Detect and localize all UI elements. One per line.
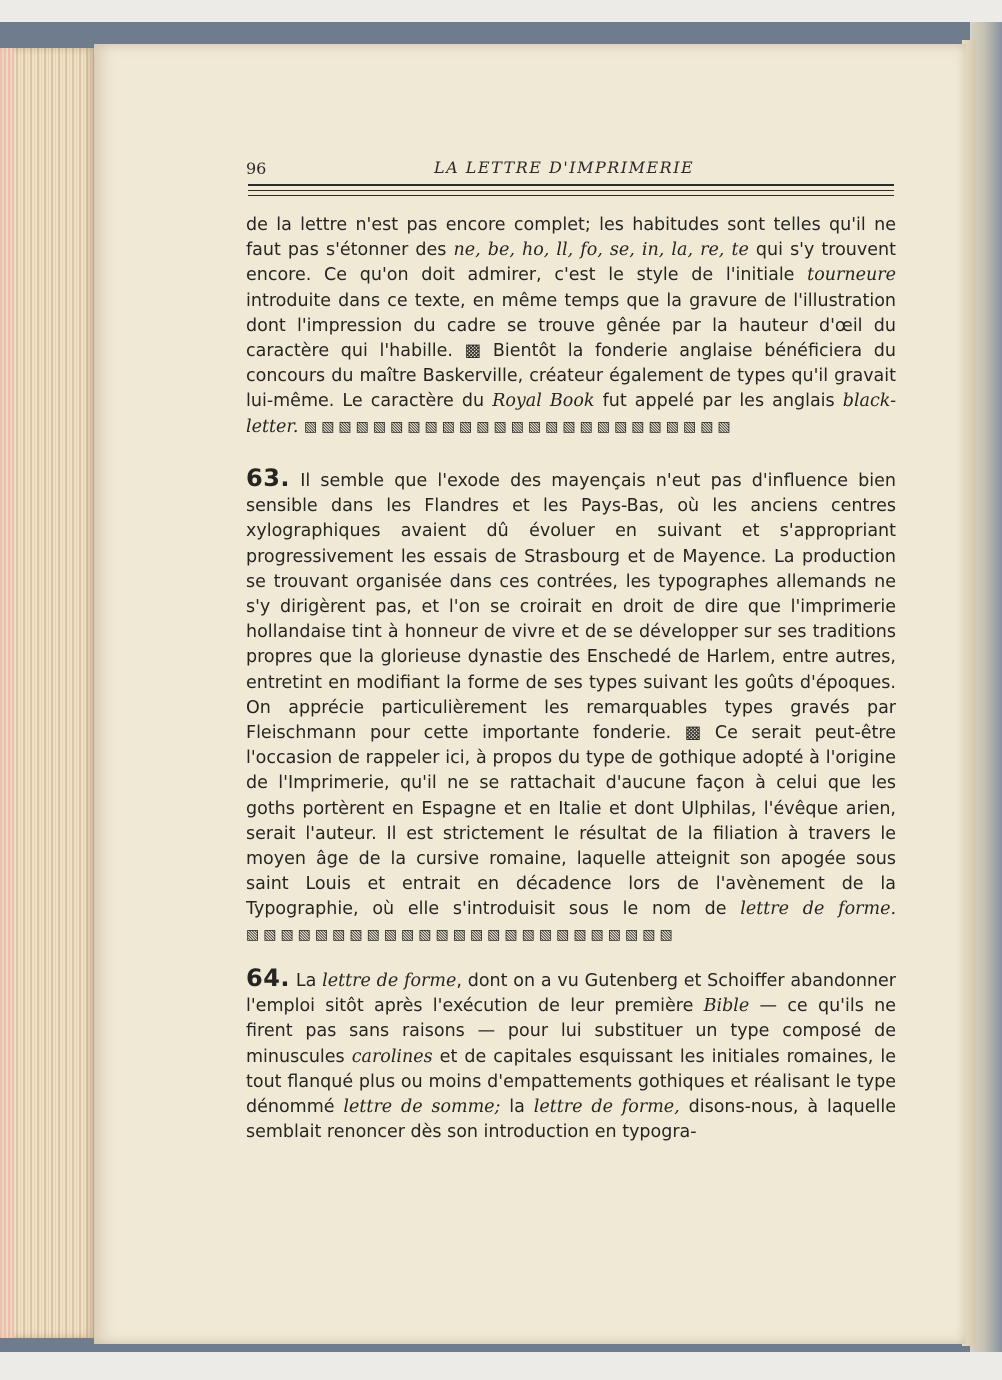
ornament-line: ▧▧▧▧▧▧▧▧▧▧▧▧▧▧▧▧▧▧▧▧▧▧▧▧▧ bbox=[246, 926, 677, 943]
running-title: LA LETTRE D'IMPRIMERIE bbox=[434, 158, 695, 177]
italic-run: carolines bbox=[351, 1046, 433, 1067]
text-run: et de capitales esquissant les initiales romaines, le tout flanqué plus ou moins d'empattements gothiques et réalisant le type dénommé bbox=[246, 1046, 896, 1118]
section-mark-icon: ▩ bbox=[464, 341, 482, 362]
text-run: Ce serait peut-être l'occasion de rappeler ici, à propos du type de gothique adopté à l'origine de l'Imprimerie, qu'il ne se rattachait d'aucune façon à celui que les goths portèrent en Espagne et en Italie et dont Ulphilas, l'évêque arien, serait l'auteur. Il est strictement le résultat de la filiation à travers le moyen âge de la cursive romaine, laquelle atteignit son apogée sous saint Louis et entrait en décadence lors de l'avènement de la Typographie, où elle s'introduisit sous le nom de bbox=[246, 723, 896, 920]
header-rule bbox=[248, 190, 894, 191]
text-run: fut appelé par les anglais bbox=[594, 391, 843, 412]
paragraph-number: 63. bbox=[246, 464, 291, 492]
text-run: — ce qu'ils ne firent pas sans raisons — pour lui substituer un type composé de minuscules bbox=[246, 996, 896, 1067]
paragraph-continuation bbox=[246, 213, 896, 440]
italic-run: lettre de forme, bbox=[533, 1097, 680, 1118]
section-mark-icon: ▩ bbox=[684, 723, 702, 744]
italic-run: lettre de somme; bbox=[343, 1097, 501, 1118]
paragraph-63 bbox=[246, 466, 896, 948]
italic-run: lettre de forme bbox=[322, 971, 457, 991]
page-stack-edge bbox=[0, 48, 96, 1338]
italic-run: Bible bbox=[703, 996, 750, 1017]
text-run: la bbox=[500, 1097, 534, 1118]
italic-run: tourneure bbox=[807, 265, 896, 286]
italic-run: black-letter. bbox=[246, 391, 896, 437]
paragraph-64 bbox=[246, 966, 896, 1145]
text-run: disons-nous, à laquelle semblait renoncer dès son introduction en typogra- bbox=[246, 1097, 897, 1143]
page-header bbox=[246, 156, 896, 180]
text-run: introduite dans ce texte, en même temps que la gravure de l'illustration dont l'impression du cadre se trouve gênée par la hauteur d'œil du caractère qui l'habille. bbox=[246, 290, 896, 362]
paragraph-number: 64. bbox=[246, 964, 291, 992]
header-rule bbox=[248, 184, 894, 186]
text-run: , dont on a vu Gutenberg et Schoiffer abandonner l'emploi sitôt après l'exécution de leur première bbox=[246, 971, 896, 1017]
text-run: qui s'y trouvent encore. Ce qu'on doit admirer, c'est le style de l'initiale bbox=[246, 240, 896, 286]
text-run: Il semble que l'exode des mayençais n'eut pas d'influence bien sensible dans les Flandres et les Pays-Bas, où les anciens centres xylographiques avaient dû évoluer en suivant et s'appropriant progressivement les essais de Strasbourg et de Mayence. La production se trouvant organisée dans ces contrées, les typographes allemands ne s'y dirigèrent pas, et l'on se croirait en droit de dire que l'imprimerie hollandaise tint à honneur de vivre et de se développer sur ses traditions propres que la glorieuse dynastie des Enschedé de Harlem, entre autres, entretint en modifiant la forme de ses types suivant les goûts d'époques. On apprécie particulièrement les remarquables types gravés par Fleischmann pour cette importante fonderie. bbox=[246, 471, 896, 744]
header-rule bbox=[248, 195, 894, 196]
ornament-line: ▧▧▧▧▧▧▧▧▧▧▧▧▧▧▧▧▧▧▧▧▧▧▧▧▧ bbox=[303, 418, 735, 435]
text-run: Bientôt la fonderie anglaise bénéficiera du concours du maître Baskerville, créateur également de types qu'il gravait lui-même. Le caractère du bbox=[246, 341, 896, 412]
italic-run: ne, be, ho, ll, fo, se, in, la, re, te bbox=[453, 240, 749, 261]
italic-run: lettre de forme. bbox=[740, 899, 897, 920]
italic-run: Royal Book bbox=[492, 391, 595, 412]
text-run: de la lettre n'est pas encore complet; les habitudes sont telles qu'il ne faut pas s'étonner des bbox=[246, 215, 896, 261]
text-run: La bbox=[290, 971, 323, 991]
page-number: 96 bbox=[246, 159, 267, 178]
